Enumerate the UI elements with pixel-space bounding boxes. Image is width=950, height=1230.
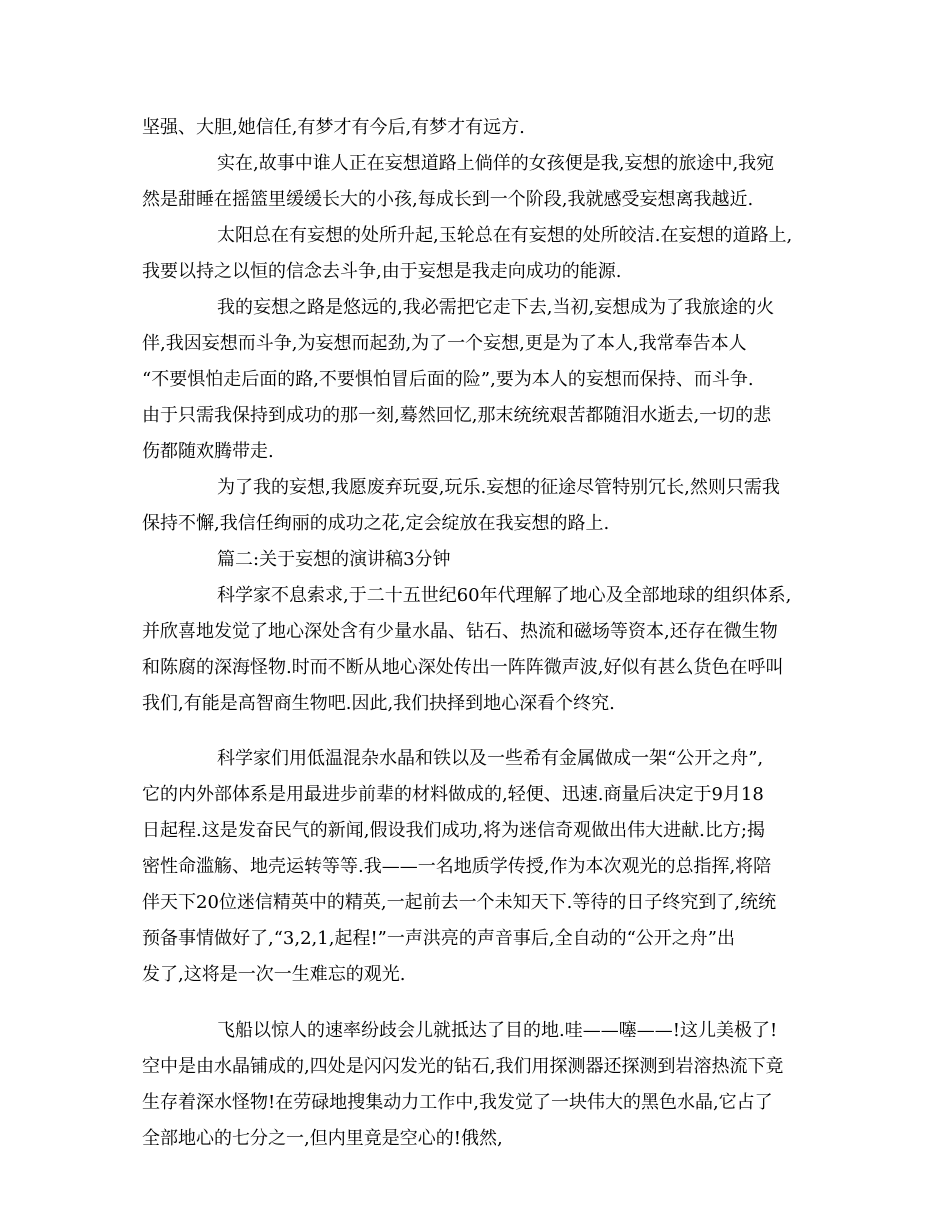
section-heading: 篇二:关于妄想的演讲稿3分钟 <box>217 549 451 570</box>
text-line: 伴,我因妄想而斗争,为妄想而起劲,为了一个妄想,更是为了本人,我常奉告本人 <box>142 333 747 354</box>
text-line: 科学家们用低温混杂水晶和铁以及一些希有金属做成一架“公开之舟”, <box>217 748 764 769</box>
text-line: 我要以持之以恒的信念去斗争,由于妄想是我走向成功的能源. <box>142 261 622 282</box>
text-line: 实在,故事中谁人正在妄想道路上倘佯的女孩便是我,妄想的旅途中,我宛 <box>217 153 775 174</box>
text-line: 科学家不息索求,于二十五世纪60年代理解了地心及全部地球的组织体系, <box>217 585 792 606</box>
text-line: 伴天下20位迷信精英中的精英,一起前去一个未知天下.等待的日子终究到了,统统 <box>142 892 777 913</box>
text-line: 伤都随欢腾带走. <box>142 441 274 462</box>
text-line: 空中是由水晶铺成的,四处是闪闪发光的钻石,我们用探测器还探测到岩溶热流下竟 <box>142 1056 784 1077</box>
text-line: 然是甜睡在摇篮里缓缓长大的小孩,每成长到一个阶段,我就感受妄想离我越近. <box>142 189 754 210</box>
text-line: 发了,这将是一次一生难忘的观光. <box>142 964 406 985</box>
text-line: 全部地心的七分之一,但内里竟是空心的!俄然, <box>142 1128 503 1149</box>
text-line: 并欣喜地发觉了地心深处含有少量水晶、钻石、热流和磁场等资本,还存在微生物 <box>142 621 778 642</box>
text-line: 生存着深水怪物!在劳碌地搜集动力工作中,我发觉了一块伟大的黑色水晶,它占了 <box>142 1092 773 1113</box>
text-line: 为了我的妄想,我愿废弃玩耍,玩乐.妄想的征途尽管特别冗长,然则只需我 <box>217 477 780 498</box>
text-line: 它的内外部体系是用最进步前辈的材料做成的,轻便、迅速.商量后决定于9月18 <box>142 784 764 805</box>
text-line: 日起程.这是发奋民气的新闻,假设我们成功,将为迷信奇观做出伟大进献.比方;揭 <box>142 820 765 841</box>
text-line: 和陈腐的深海怪物.时而不断从地心深处传出一阵阵微声波,好似有甚么货色在呼叫 <box>142 657 784 678</box>
text-line: 飞船以惊人的速率纷歧会儿就抵达了目的地.哇——噻——!这儿美极了! <box>217 1020 778 1041</box>
text-line: 保持不懈,我信任绚丽的成功之花,定会绽放在我妄想的路上. <box>142 513 610 534</box>
text-line: 坚强、大胆,她信任,有梦才有今后,有梦才有远方. <box>142 117 525 138</box>
text-line: 太阳总在有妄想的处所升起,玉轮总在有妄想的处所皎洁.在妄想的道路上, <box>217 225 793 246</box>
text-line: 预备事情做好了,“3,2,1,起程!”一声洪亮的声音事后,全自动的“公开之舟”出 <box>142 928 736 949</box>
text-line: 密性命滥觞、地壳运转等等.我——一名地质学传授,作为本次观光的总指挥,将陪 <box>142 856 772 877</box>
text-line: 我的妄想之路是悠远的,我必需把它走下去,当初,妄想成为了我旅途的火 <box>217 297 775 318</box>
text-line: 由于只需我保持到成功的那一刻,蓦然回忆,那末统统艰苦都随泪水逝去,一切的悲 <box>142 405 772 426</box>
text-line: 我们,有能是高智商生物吧.因此,我们抉择到地心深看个终究. <box>142 693 615 714</box>
text-line: “不要惧怕走后面的路,不要惧怕冒后面的险”,要为本人的妄想而保持、而斗争. <box>142 369 754 390</box>
